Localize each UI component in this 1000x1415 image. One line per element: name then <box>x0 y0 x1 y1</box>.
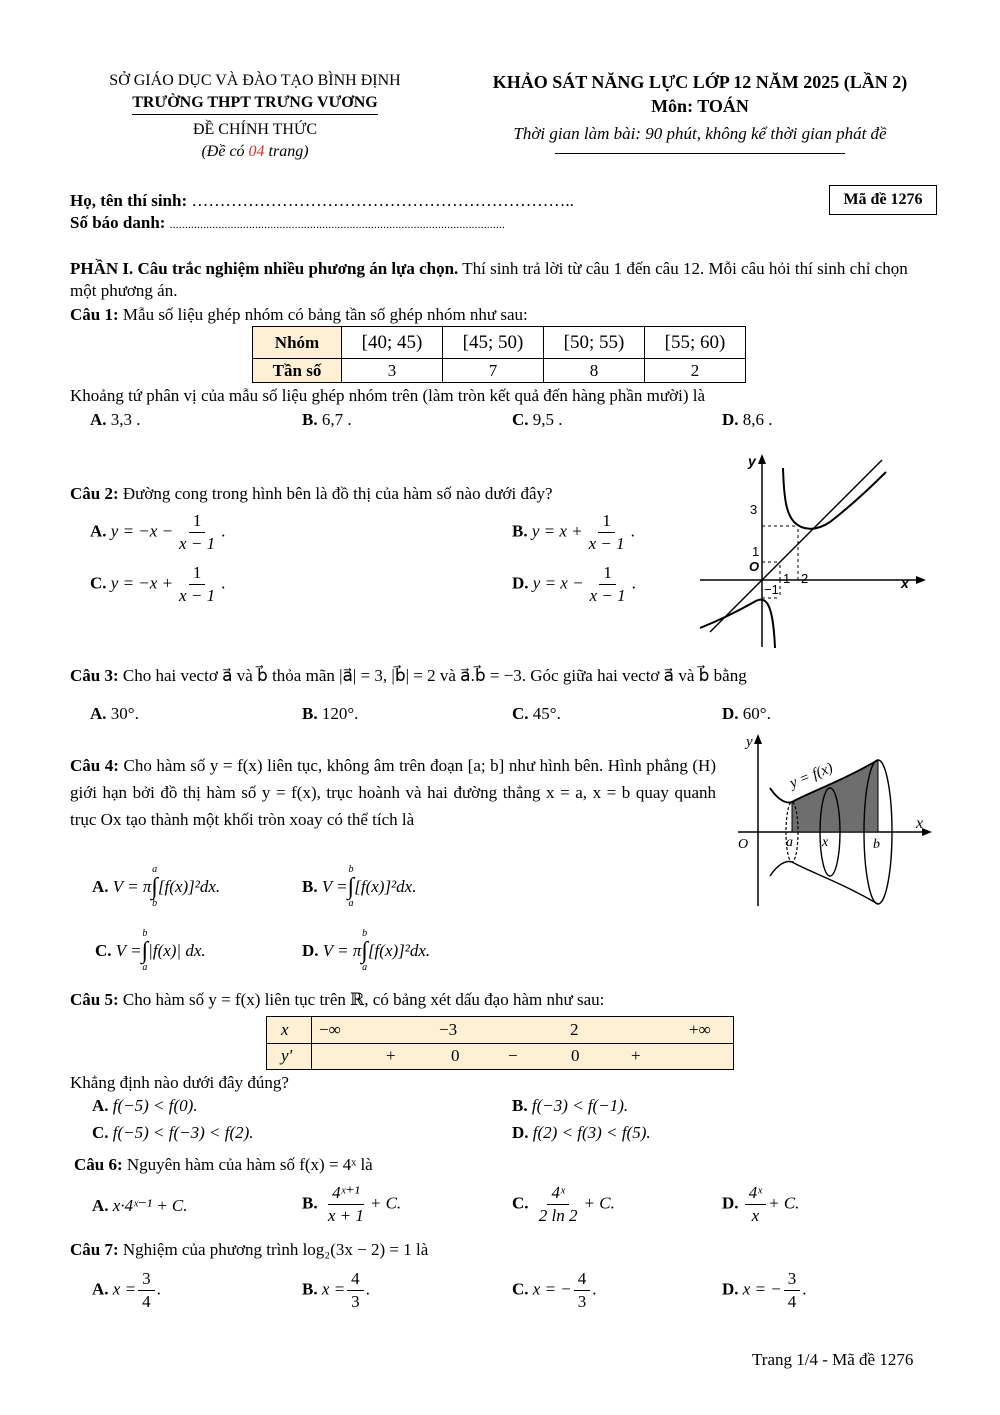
name-field: ………………………………………………………….. <box>191 191 574 210</box>
q1-frequency-table <box>252 326 746 383</box>
table-cell: 3 <box>342 359 443 383</box>
x-mark-label: x <box>822 835 829 850</box>
table-header: Tần số <box>253 359 342 383</box>
exam-title: KHẢO SÁT NĂNG LỰC LỚP 12 NĂM 2025 (LẦN 2) <box>492 72 908 92</box>
asymptote <box>710 460 882 632</box>
y-axis-arrow <box>758 454 766 464</box>
sign-table-cell: 0 <box>451 1046 460 1065</box>
q4-graph <box>730 730 935 908</box>
official-label: ĐỀ CHÍNH THỨC <box>192 121 318 138</box>
q7-option-d[interactable]: D. x = − $\frac{3}{4}$ . <box>722 1269 807 1311</box>
q5-option-c[interactable]: C. f(−5) < f(−3) < f(2). <box>92 1123 254 1142</box>
q7-option-c[interactable]: C. x = − $\frac{4}{3}$ . <box>512 1269 597 1311</box>
q3-option-c[interactable]: C. 45°. <box>512 704 561 723</box>
tick-y1: 1 <box>752 544 760 559</box>
sign-table-cell: −3 <box>439 1020 458 1039</box>
q6-option-b[interactable]: B. $\frac{\text{4ˣ⁺¹}}{x + 1}$ + C. <box>302 1183 402 1225</box>
q2-option-b[interactable]: B. y = x + $\frac{1}{x - 1}$ . <box>512 511 635 553</box>
q3-option-a[interactable]: A. 30°. <box>90 704 139 723</box>
department-name: SỞ GIÁO DỤC VÀ ĐÀO TẠO BÌNH ĐỊNH <box>109 72 401 89</box>
tick-ym1: −1 <box>764 582 779 597</box>
q7-text: Câu 7: Nghiệm của phương trình log₂(3x − 2) = 1 là <box>70 1240 429 1259</box>
sign-table-cell: 0 <box>571 1046 580 1065</box>
q6-option-a[interactable]: A. x·4ˣ⁻¹ + C. <box>92 1196 188 1215</box>
q4-option-c[interactable]: C. V = b ∫ a |f(x)| dx. <box>95 928 206 973</box>
subject: Môn: TOÁN <box>651 96 749 116</box>
origin-label: O <box>749 559 760 574</box>
q5-sign-table <box>266 1016 734 1070</box>
table-cell: [40; 45) <box>342 327 443 359</box>
sign-table-cell: + <box>631 1046 641 1065</box>
tick-x2: 2 <box>801 571 809 586</box>
x-axis-arrow <box>922 828 932 836</box>
sign-table-cell: x <box>281 1020 289 1039</box>
sign-table-cell: −∞ <box>319 1020 341 1039</box>
q5-question: Khẳng định nào dưới đây đúng? <box>70 1073 289 1092</box>
q2-option-c[interactable]: C. y = −x + $\frac{1}{x - 1}$ . <box>90 563 226 605</box>
table-header: Nhóm <box>253 327 342 359</box>
x-label: x <box>916 815 924 832</box>
sign-table-cell: 2 <box>570 1020 579 1039</box>
q3-text: Câu 3: Cho hai vectơ a⃗ và b⃗ thỏa mãn |a⃗| = 3, |b⃗| = 2 và a⃗.b⃗ = −3. Góc giữa hai vectơ a⃗ và b⃗ bằng <box>70 666 747 685</box>
exam-code-box: Mã đề 1276 <box>829 185 937 215</box>
q2-option-d[interactable]: D. y = x − $\frac{1}{x - 1}$ . <box>512 563 636 605</box>
sign-table-cell: y' <box>281 1046 293 1065</box>
x-label: x <box>901 575 909 591</box>
q1-option-c[interactable]: C. 9,5 . <box>512 410 563 429</box>
q4-option-a[interactable]: A. V = π a ∫ b [f(x)]²dx. <box>92 864 221 909</box>
x-axis-arrow <box>916 576 926 584</box>
part1-heading: PHẦN I. Câu trắc nghiệm nhiều phương án lựa chọn. Thí sinh trả lời từ câu 1 đến câu 12. Mỗi câu hỏi thí sinh chỉ chọn một phương án. <box>70 259 908 300</box>
student-info <box>70 190 574 236</box>
q5-text: Câu 5: Cho hàm số y = f(x) liên tục trên ℝ, có bảng xét dấu đạo hàm như sau: <box>70 990 605 1009</box>
sign-table-cell: + <box>386 1046 396 1065</box>
q5-option-a[interactable]: A. f(−5) < f(0). <box>92 1096 198 1115</box>
table-cell: 2 <box>645 359 746 383</box>
q1-option-d[interactable]: D. 8,6 . <box>722 410 773 429</box>
y-axis-arrow <box>754 734 762 744</box>
q2-option-a[interactable]: A. y = −x − $\frac{1}{x - 1}$ . <box>90 511 226 553</box>
table-cell: [50; 55) <box>544 327 645 359</box>
q1-question: Khoảng tứ phân vị của mẫu số liệu ghép nhóm trên (làm tròn kết quả đến hàng phần mười) là <box>70 386 706 405</box>
q3-option-b[interactable]: B. 120°. <box>302 704 359 723</box>
y-label: y <box>746 734 753 750</box>
q1-option-a[interactable]: A. 3,3 . <box>90 410 141 429</box>
q4-option-b[interactable]: B. V = b ∫ a [f(x)]²dx. <box>302 864 417 909</box>
q1-text: Câu 1: Mẫu số liệu ghép nhóm có bảng tần số ghép nhóm như sau: <box>70 305 528 324</box>
sign-table-cell: − <box>508 1046 518 1065</box>
school-name: TRƯỜNG THPT TRƯNG VƯƠNG <box>132 92 378 115</box>
q2-graph <box>690 452 930 650</box>
q7-option-b[interactable]: B. x = $\frac{4}{3}$ . <box>302 1269 370 1311</box>
curve-right-branch <box>783 468 886 529</box>
q1-option-b[interactable]: B. 6,7 . <box>302 410 352 429</box>
q5-option-b[interactable]: B. f(−3) < f(−1). <box>512 1096 629 1115</box>
name-label: Họ, tên thí sinh: <box>70 191 188 210</box>
origin-label: O <box>738 837 749 852</box>
curve-left-branch <box>700 600 775 648</box>
tick-x1: 1 <box>783 571 791 586</box>
q2-text: Câu 2: Đường cong trong hình bên là đồ thị của hàm số nào dưới đây? <box>70 484 553 503</box>
q3-option-d[interactable]: D. 60°. <box>722 704 771 723</box>
q6-option-d[interactable]: D. $\frac{\text{4ˣ}}{x}$ + C. <box>722 1183 800 1225</box>
q6-text: Câu 6: Nguyên hàm của hàm số f(x) = 4ˣ là <box>74 1155 373 1174</box>
q7-option-a[interactable]: A. x = $\frac{3}{4}$ . <box>92 1269 161 1311</box>
table-cell: 7 <box>443 359 544 383</box>
b-label: b <box>873 837 880 852</box>
q4-text: Câu 4: Cho hàm số y = f(x) liên tục, không âm trên đoạn [a; b] như hình bên. Hình phẳng (H) giới hạn bởi đồ thị hàm số y = f(x), trục hoành và hai đường thẳng x = a, x = b quay quanh trục Ox tạo thành một khối tròn xoay có thể tích là <box>70 756 716 829</box>
tick-y3: 3 <box>750 502 758 517</box>
table-cell: [55; 60) <box>645 327 746 359</box>
id-label: Số báo danh: <box>70 213 166 232</box>
sign-table-cell: +∞ <box>689 1020 711 1039</box>
table-cell: [45; 50) <box>443 327 544 359</box>
page-footer: Trang 1/4 - Mã đề 1276 <box>752 1350 914 1369</box>
school-header <box>70 70 440 163</box>
time-limit: Thời gian làm bài: 90 phút, không kể thời gian phát đề <box>513 124 887 143</box>
y-label: y <box>748 453 756 469</box>
q5-option-d[interactable]: D. f(2) < f(3) < f(5). <box>512 1123 651 1142</box>
header-divider <box>555 153 845 154</box>
a-label: a <box>786 835 793 850</box>
page-count: (Đề có 04 trang) <box>201 143 309 160</box>
exam-header <box>450 70 950 154</box>
function-label: y = f(x) <box>787 759 836 792</box>
table-cell: 8 <box>544 359 645 383</box>
id-field: .............................................................................................................. <box>169 219 506 231</box>
q6-option-c[interactable]: C. $\frac{\text{4ˣ}}{2 \ln 2}$ + C. <box>512 1183 615 1225</box>
q4-option-d[interactable]: D. V = π b ∫ a [f(x)]²dx. <box>302 928 431 973</box>
